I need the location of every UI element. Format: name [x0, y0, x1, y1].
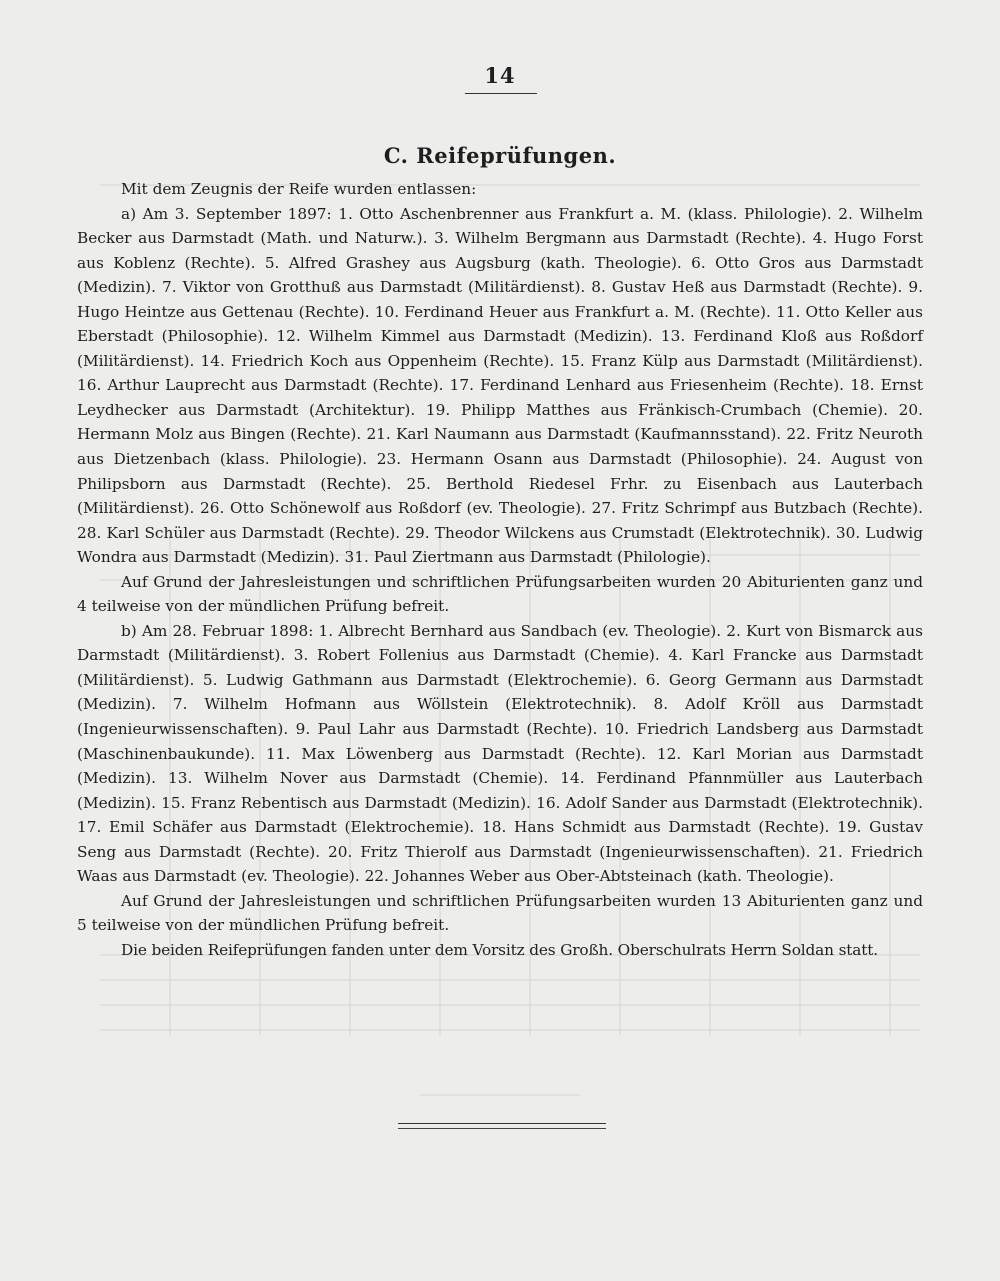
- exemption-note-february: Auf Grund der Jahresleistungen und schriftlichen Prüfungsarbeiten wurden 13 Abiturienten ganz und 5 teilweise von der mündlichen Prüfung befreit.: [77, 891, 923, 935]
- closing-double-rule: [398, 1123, 606, 1129]
- body-text: [77, 177, 923, 963]
- page-number: 14: [484, 63, 516, 88]
- section-title: C. Reifeprüfungen.: [383, 143, 617, 168]
- graduates-list-february: b) Am 28. Februar 1898: 1. Albrecht Bernhard aus Sandbach (ev. Theologie). 2. Kurt von Bismarck aus Darmstadt (Militärdienst). 3. Robert Follenius aus Darmstadt (Chemie). 4. Karl Francke aus Darmstadt (Militärdienst). 5. Ludwig Gathmann aus Darmstadt (Elektrochemie). 6. Georg Germann aus Darmstadt (Medizin). 7. Wilhelm Hofmann aus Wöllstein (Elektrotechnik). 8. Adolf Kröll aus Darmstadt (Ingenieurwissenschaften). 9. Paul Lahr aus Darmstadt (Rechte). 10. Friedrich Landsberg aus Darmstadt (Maschinenbaukunde). 11. Max Löwenberg aus Darmstadt (Rechte). 12. Karl Morian aus Darmstadt (Medizin). 13. Wilhelm Nover aus Darmstadt (Chemie). 14. Ferdinand Pfannmüller aus Lauterbach (Medizin). 15. Franz Rebentisch aus Darmstadt (Medizin). 16. Adolf Sander aus Darmstadt (Elektrotechnik). 17. Emil Schäfer aus Darmstadt (Elektrochemie). 18. Hans Schmidt aus Darmstadt (Rechte). 19. Gustav Seng aus Darmstadt (Rechte). 20. Fritz Thierolf aus Darmstadt (Ingenieurwissenschaften). 21. Friedrich Waas aus Darmstadt (ev. Theologie). 22. Johannes Weber aus Ober-Abtsteinach (kath. Theologie).: [77, 621, 923, 886]
- graduates-list-september: a) Am 3. September 1897: 1. Otto Aschenbrenner aus Frankfurt a. M. (klass. Philologie). 2. Wilhelm Becker aus Darmstadt (Math. und Naturw.). 3. Wilhelm Bergmann aus Darmstadt (Rechte). 4. Hugo Forst aus Koblenz (Rechte). 5. Alfred Grashey aus Augsburg (kath. Theologie). 6. Otto Gros aus Darmstadt (Medizin). 7. Viktor von Grotthuß aus Darmstadt (Militärdienst). 8. Gustav Heß aus Darmstadt (Rechte). 9. Hugo Heintze aus Gettenau (Rechte). 10. Ferdinand Heuer aus Frankfurt a. M. (Rechte). 11. Otto Keller aus Eberstadt (Philosophie). 12. Wilhelm Kimmel aus Darmstadt (Medizin). 13. Ferdinand Kloß aus Roßdorf (Militärdienst). 14. Friedrich Koch aus Oppenheim (Rechte). 15. Franz Külp aus Darmstadt (Militärdienst). 16. Arthur Lauprecht aus Darmstadt (Rechte). 17. Ferdinand Lenhard aus Friesenheim (Rechte). 18. Ernst Leydhecker aus Darmstadt (Architektur). 19. Philipp Matthes aus Fränkisch-Crumbach (Chemie). 20. Hermann Molz aus Bingen (Rechte). 21. Karl Naumann aus Darmstadt (Kaufmannsstand). 22. Fritz Neuroth aus Dietzenbach (klass. Philologie). 23. Hermann Osann aus Darmstadt (Philosophie). 24. August von Philipsborn aus Darmstadt (Rechte). 25. Berthold Riedesel Frhr. zu Eisenbach aus Lauterbach (Militärdienst). 26. Otto Schönewolf aus Roßdorf (ev. Theologie). 27. Fritz Schrimpf aus Butzbach (Rechte). 28. Karl Schüler aus Darmstadt (Rechte). 29. Theodor Wilckens aus Crumstadt (Elektrotechnik). 30. Ludwig Wondra aus Darmstadt (Medizin). 31. Paul Ziertmann aus Darmstadt (Philologie).: [77, 204, 923, 567]
- closing-note: Die beiden Reifeprüfungen fanden unter dem Vorsitz des Großh. Oberschulrats Herrn Soldan statt.: [121, 940, 878, 959]
- page-number-rule: [465, 93, 537, 94]
- exemption-note-september: Auf Grund der Jahresleistungen und schriftlichen Prüfungsarbeiten wurden 20 Abiturienten ganz und 4 teilweise von der mündlichen Prüfung befreit.: [77, 572, 923, 616]
- intro-line: Mit dem Zeugnis der Reife wurden entlassen:: [121, 180, 477, 198]
